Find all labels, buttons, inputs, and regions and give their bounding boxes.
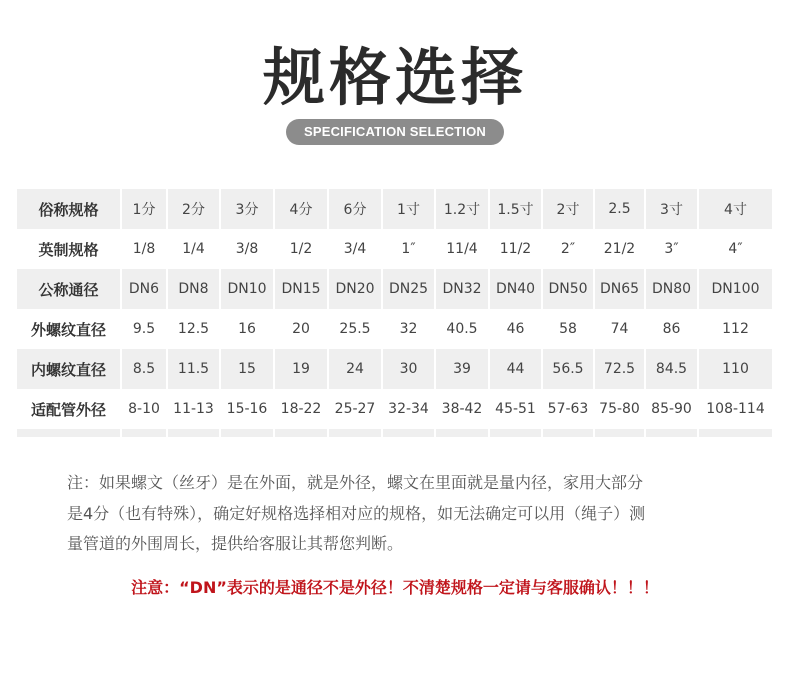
row-header: 内螺纹直径 (17, 349, 121, 389)
row-header: 外螺纹直径 (17, 309, 121, 349)
table-cell: 32-34 (382, 389, 435, 429)
table-cell: 1.5寸 (489, 189, 542, 229)
table-cell: 2寸 (542, 189, 594, 229)
row-header: 英制规格 (17, 229, 121, 269)
table-cell: DN100 (698, 269, 772, 309)
table-bottom-strip (17, 429, 772, 437)
table-cell: 38-42 (435, 389, 489, 429)
table-cell: 6分 (328, 189, 382, 229)
specification-table (17, 189, 772, 437)
table-cell: 18-22 (274, 389, 328, 429)
table-cell: 9.5 (121, 309, 167, 349)
table-cell: 1/4 (167, 229, 220, 269)
table-cell: 15 (220, 349, 274, 389)
table-cell: 110 (698, 349, 772, 389)
table-cell: 1分 (121, 189, 167, 229)
strip-cell (328, 429, 382, 437)
table-cell: 86 (645, 309, 698, 349)
table-cell: DN32 (435, 269, 489, 309)
table-cell: 85-90 (645, 389, 698, 429)
table-cell: 39 (435, 349, 489, 389)
page-title: 规格选择 (262, 41, 527, 114)
subtitle-badge: SPECIFICATION SELECTION (286, 119, 504, 145)
table-cell: 84.5 (645, 349, 698, 389)
table-cell: 11.5 (167, 349, 220, 389)
table-body (17, 189, 772, 437)
table-row (17, 229, 772, 269)
table-cell: DN10 (220, 269, 274, 309)
table-cell: 75-80 (594, 389, 645, 429)
table-cell: 40.5 (435, 309, 489, 349)
table-cell: 3分 (220, 189, 274, 229)
row-header: 公称通径 (17, 269, 121, 309)
row-header: 俗称规格 (17, 189, 121, 229)
note-line-1: 注：如果螺文（丝牙）是在外面，就是外径，螺文在里面就是量内径，家用大部分 (67, 473, 644, 492)
note-text (67, 468, 737, 560)
table-cell: 11/4 (435, 229, 489, 269)
strip-cell (17, 429, 121, 437)
note-line-2: 是4分（也有特殊），确定好规格选择相对应的规格，如无法确定可以用（绳子）测 (67, 503, 646, 523)
table-cell: 11-13 (167, 389, 220, 429)
table-cell: 1.2寸 (435, 189, 489, 229)
table-cell: DN40 (489, 269, 542, 309)
table-cell: 32 (382, 309, 435, 349)
note-line-3: 量管道的外围周长，提供给客服让其帮您判断。 (67, 534, 404, 553)
table-cell: 74 (594, 309, 645, 349)
table-cell: 30 (382, 349, 435, 389)
table-cell: 58 (542, 309, 594, 349)
table-cell: 46 (489, 309, 542, 349)
table-cell: 25.5 (328, 309, 382, 349)
table-cell: DN6 (121, 269, 167, 309)
strip-cell (167, 429, 220, 437)
table-cell: 57-63 (542, 389, 594, 429)
strip-cell (645, 429, 698, 437)
table-cell: 25-27 (328, 389, 382, 429)
strip-cell (435, 429, 489, 437)
table-cell: 21/2 (594, 229, 645, 269)
table-cell: 72.5 (594, 349, 645, 389)
table-row (17, 349, 772, 389)
table-row (17, 189, 772, 229)
table-cell: 24 (328, 349, 382, 389)
table-cell: 20 (274, 309, 328, 349)
table-cell: 16 (220, 309, 274, 349)
table-cell: 2.5 (594, 189, 645, 229)
strip-cell (274, 429, 328, 437)
strip-cell (594, 429, 645, 437)
table-cell: 4寸 (698, 189, 772, 229)
table-cell: 3寸 (645, 189, 698, 229)
table-cell: 3″ (645, 229, 698, 269)
strip-cell (121, 429, 167, 437)
strip-cell (489, 429, 542, 437)
table-cell: 15-16 (220, 389, 274, 429)
table-cell: 108-114 (698, 389, 772, 429)
table-cell: 44 (489, 349, 542, 389)
table-cell: DN80 (645, 269, 698, 309)
table-cell: 1/8 (121, 229, 167, 269)
table-row (17, 309, 772, 349)
strip-cell (542, 429, 594, 437)
table-cell: DN15 (274, 269, 328, 309)
strip-cell (220, 429, 274, 437)
table-cell: DN65 (594, 269, 645, 309)
strip-cell (382, 429, 435, 437)
table-cell: 1/2 (274, 229, 328, 269)
table-cell: 1″ (382, 229, 435, 269)
table-cell: 3/8 (220, 229, 274, 269)
table-cell: DN50 (542, 269, 594, 309)
table-row (17, 269, 772, 309)
table-row (17, 389, 772, 429)
table-cell: DN20 (328, 269, 382, 309)
table-cell: 19 (274, 349, 328, 389)
strip-cell (698, 429, 772, 437)
table-cell: 112 (698, 309, 772, 349)
table-cell: 8.5 (121, 349, 167, 389)
table-cell: 4分 (274, 189, 328, 229)
table-cell: 8-10 (121, 389, 167, 429)
table-cell: 56.5 (542, 349, 594, 389)
table-cell: DN25 (382, 269, 435, 309)
table-cell: 2″ (542, 229, 594, 269)
table-cell: 2分 (167, 189, 220, 229)
row-header: 适配管外径 (17, 389, 121, 429)
table-cell: 3/4 (328, 229, 382, 269)
table-cell: 1寸 (382, 189, 435, 229)
table-cell: 4″ (698, 229, 772, 269)
table-cell: 45-51 (489, 389, 542, 429)
table-cell: 12.5 (167, 309, 220, 349)
table-cell: 11/2 (489, 229, 542, 269)
warning-text: 注意：“DN”表示的是通径不是外径！不清楚规格一定请与客服确认！！！ (131, 578, 659, 597)
table-cell: DN8 (167, 269, 220, 309)
